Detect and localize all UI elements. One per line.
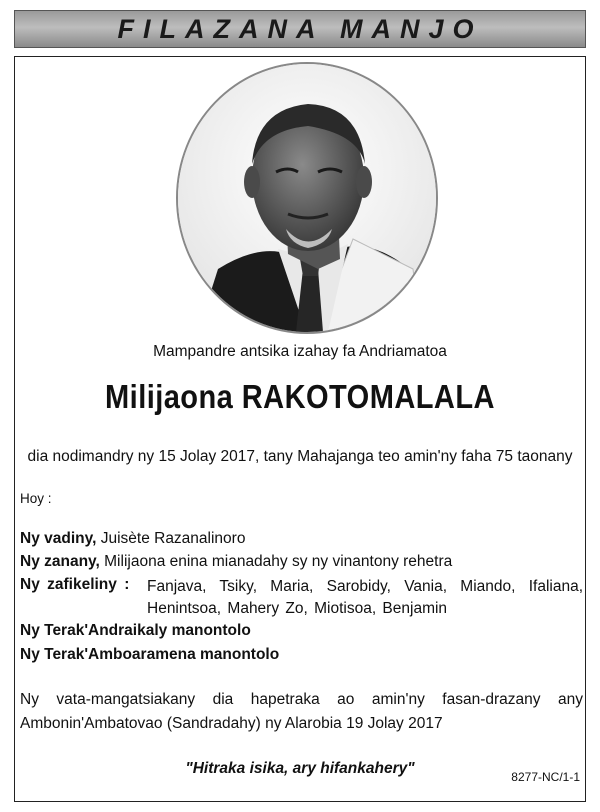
relatives-line-2 bbox=[20, 646, 279, 664]
grandchildren-names: Fanjava, Tsiky, Maria, Sarobidy, Vania, Miando, Ifaliana, Henintsoa, Mahery Zo, Miotisoa, Benjamin bbox=[147, 578, 583, 617]
spouse-name: Juisète Razanalinoro bbox=[100, 530, 246, 547]
grandchildren-label: Ny zafikeliny : bbox=[20, 576, 130, 593]
motto-quote: "Hitraka isika, ary hifankahery" bbox=[185, 760, 415, 777]
deceased-name: Milijaona RAKOTOMALALA bbox=[105, 378, 495, 415]
portrait-photo bbox=[176, 62, 438, 334]
children-label: Ny zanany, bbox=[20, 553, 100, 570]
relatives-line-1 bbox=[20, 622, 251, 640]
relatives-1-text: Ny Terak'Andraikaly manontolo bbox=[20, 622, 251, 639]
intro-text: Mampandre antsika izahay fa Andriamatoa bbox=[153, 343, 447, 360]
header-title: FILAZANA MANJO bbox=[117, 14, 483, 44]
spouse-label: Ny vadiny, bbox=[20, 530, 97, 547]
death-announcement: dia nodimandry ny 15 Jolay 2017, tany Mahajanga teo amin'ny faha 75 taonany bbox=[27, 448, 573, 465]
spouse-line bbox=[20, 530, 245, 548]
children-line bbox=[20, 553, 452, 571]
relatives-2-text: Ny Terak'Amboaramena manontolo bbox=[20, 646, 280, 663]
hoy-label: Hoy : bbox=[20, 491, 52, 506]
burial-notice: Ny vata-mangatsiakany dia hapetraka ao amin'ny fasan-drazany any Ambonin'Ambatovao (Sandradahy) ny Alarobia 19 Jolay 2017 bbox=[20, 691, 583, 732]
children-text: Milijaona enina mianadahy sy ny vinantony rehetra bbox=[104, 553, 453, 570]
portrait-illustration bbox=[178, 64, 436, 332]
reference-code: 8277-NC/1-1 bbox=[511, 770, 580, 784]
header-banner bbox=[14, 10, 586, 48]
